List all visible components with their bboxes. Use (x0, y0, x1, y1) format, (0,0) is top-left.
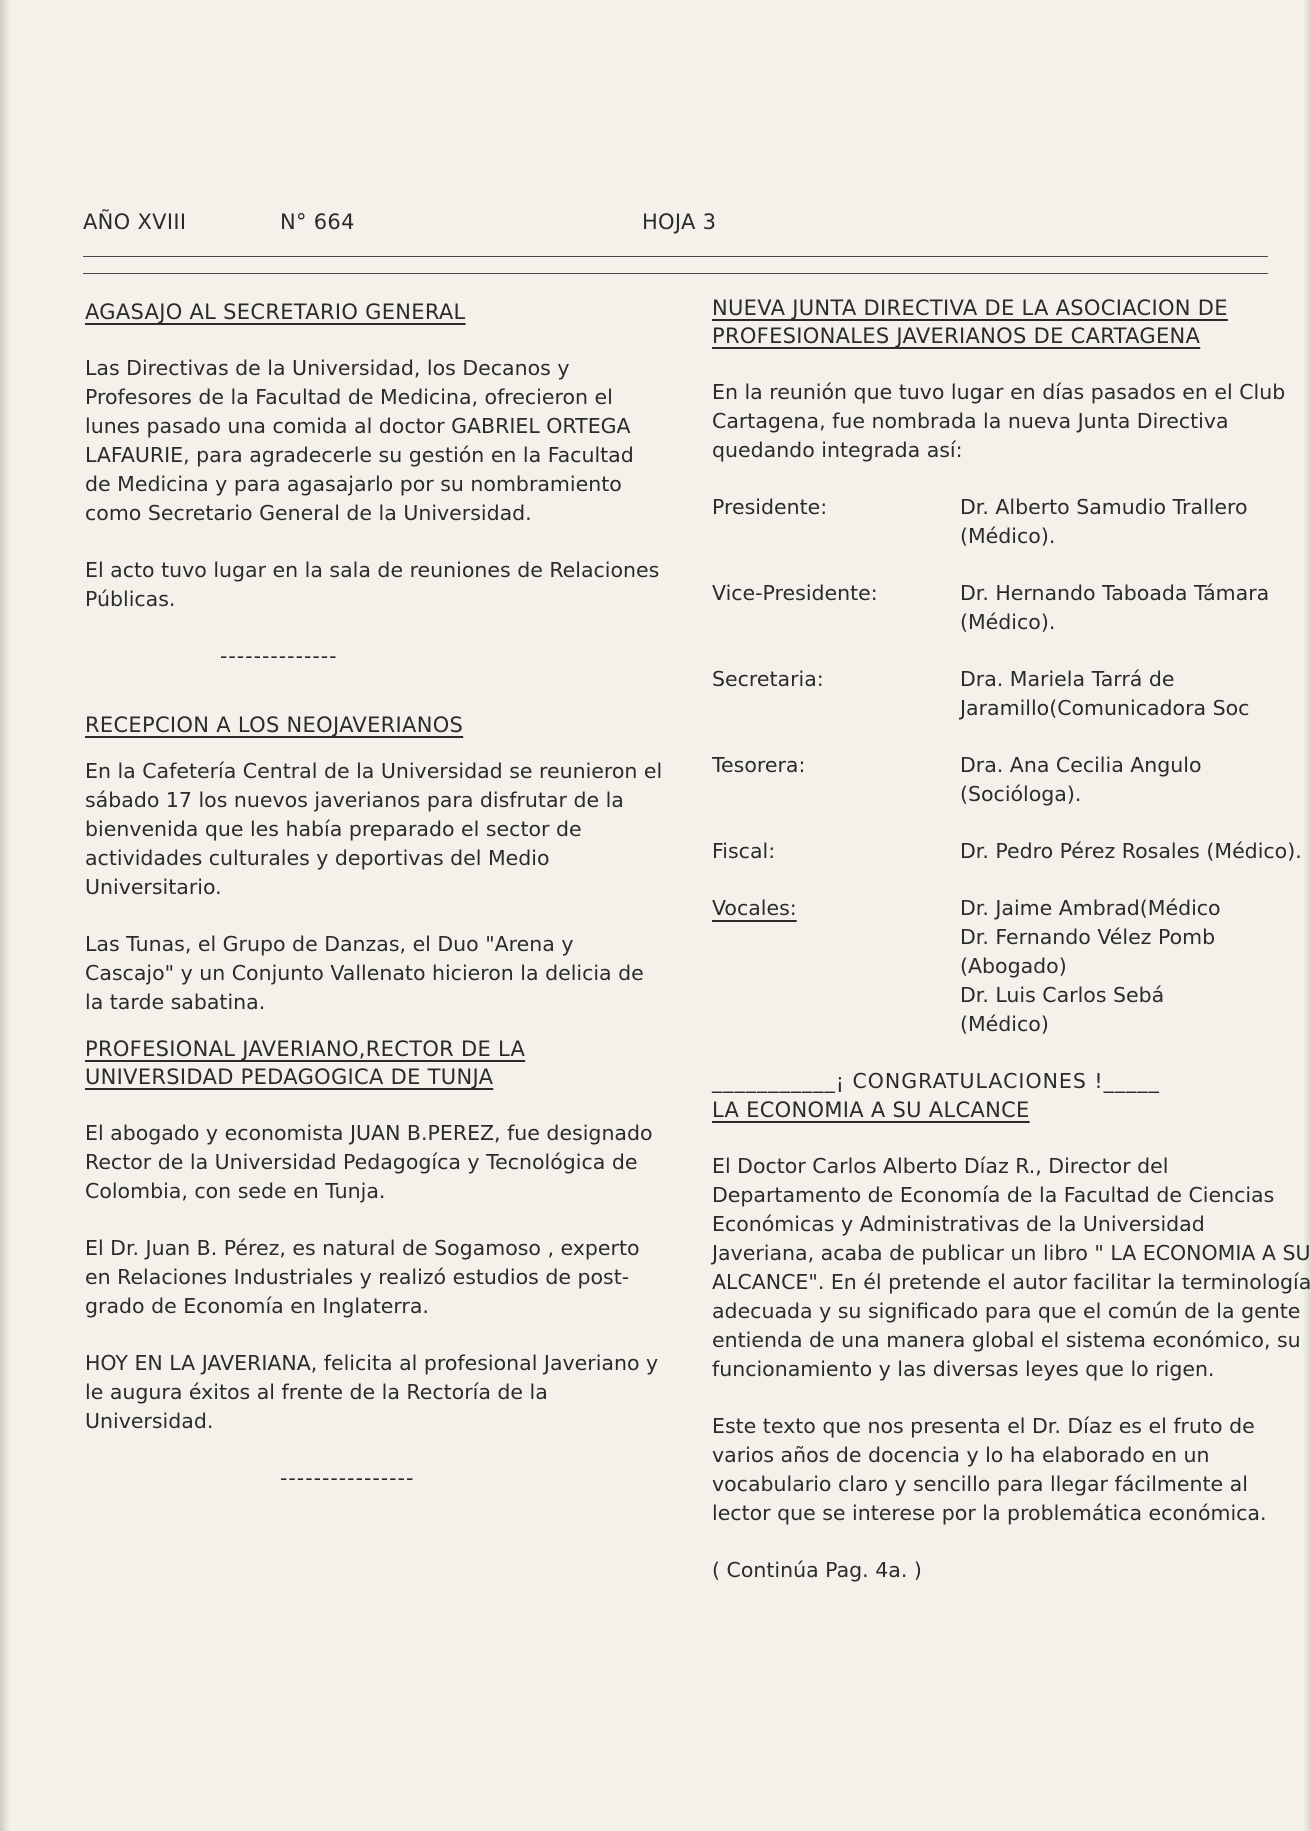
board-row (712, 579, 1311, 637)
article-body-rector-1: El abogado y economista JUAN B.PEREZ, fue designado Rector de la Universidad Pedagogíca y Tecnológica de Colombia, con sede en Tunja. (85, 1121, 653, 1203)
board-row (712, 894, 1311, 1039)
congratulations-line: ___________¡ CONGRATULACIONES !_____ (712, 1069, 1160, 1093)
continued-note: ( Continúa Pag. 4a. ) (712, 1558, 922, 1582)
right-column (712, 294, 1311, 1585)
board-member: Dr. Hernando Taboada Támara (Médico). (960, 581, 1270, 634)
article-title-junta: NUEVA JUNTA DIRECTIVA DE LA ASOCIACION DE PROFESIONALES JAVERIANOS DE CARTAGENA (712, 296, 1228, 348)
board-member: Dr. Alberto Samudio Trallero (Médico). (960, 495, 1248, 548)
article-body-recepcion-2: Las Tunas, el Grupo de Danzas, el Duo "Arena y Cascajo" y un Conjunto Vallenato hicieron la delicia de la tarde sabatina. (85, 932, 644, 1014)
board-member: Dr. Pedro Pérez Rosales (Médico). (960, 839, 1302, 863)
header-rule-bottom (83, 273, 1268, 274)
issue-number: N° 664 (279, 210, 355, 234)
board-list (712, 493, 1311, 1039)
page-header (83, 210, 716, 234)
article-body-agasajo-1: Las Directivas de la Universidad, los Decanos y Profesores de la Facultad de Medicina, ofrecieron el lunes pasado una comida al doctor GABRIEL ORTEGA LAFAURIE, para agradecerle su gestión en la Facultad de Medicina y para agasajarlo por su nombramiento como Secretario General de la Universidad. (85, 356, 634, 525)
board-role: Vocales: (712, 896, 797, 920)
separator-1: -------------- (220, 644, 338, 668)
board-role: Vice-Presidente: (712, 581, 878, 605)
header-rule-top (83, 256, 1268, 257)
article-body-junta-intro: En la reunión que tuvo lugar en días pasados en el Club Cartagena, fue nombrada la nueva Junta Directiva quedando integrada así: (712, 380, 1286, 462)
sheet-number: HOJA 3 (641, 210, 717, 234)
article-title-recepcion: RECEPCION A LOS NEOJAVERIANOS (85, 713, 464, 737)
article-title-rector: PROFESIONAL JAVERIANO,RECTOR DE LA UNIVERSIDAD PEDAGOGICA DE TUNJA (85, 1037, 526, 1089)
issue-year: AÑO XVIII (83, 210, 187, 234)
board-row (712, 837, 1311, 866)
board-member: Dra. Mariela Tarrá de Jaramillo(Comunicadora Soc (960, 667, 1250, 720)
left-column (85, 298, 665, 1493)
article-body-rector-2: El Dr. Juan B. Pérez, es natural de Sogamoso , experto en Relaciones Industriales y realizó estudios de post-grado de Economía en Inglaterra. (85, 1236, 640, 1318)
article-body-rector-3: HOY EN LA JAVERIANA, felicita al profesional Javeriano y le augura éxitos al frente de la Rectoría de la Universidad. (85, 1351, 659, 1433)
board-member: Dra. Ana Cecilia Angulo (Socióloga). (960, 753, 1202, 806)
article-title-agasajo: AGASAJO AL SECRETARIO GENERAL (85, 300, 466, 324)
board-role: Fiscal: (712, 839, 776, 863)
separator-2: ---------------- (280, 1466, 415, 1490)
page-edge-left (0, 0, 10, 1831)
board-role: Presidente: (712, 495, 828, 519)
article-body-recepcion-1: En la Cafetería Central de la Universidad se reunieron el sábado 17 los nuevos javerianos para disfrutar de la bienvenida que les había preparado el sector de actividades culturales y deportivas del Medio Universitario. (85, 759, 663, 899)
article-body-economia-2: Este texto que nos presenta el Dr. Díaz es el fruto de varios años de docencia y lo ha elaborado en un vocabulario claro y sencillo para llegar fácilmente al lector que se interese por la problemática económica. (712, 1414, 1267, 1525)
board-row (712, 751, 1311, 809)
article-body-economia-1: El Doctor Carlos Alberto Díaz R., Director del Departamento de Economía de la Facultad de Ciencias Económicas y Administrativas de la Universidad Javeriana, acaba de publicar un libro " LA ECONOMIA A SU ALCANCE". En él pretende el autor facilitar la terminología adecuada y su significado para que el común de la gente entienda de una manera global el sistema económico, su funcionamiento y las diversas leyes que lo rigen. (712, 1154, 1311, 1381)
board-row (712, 493, 1311, 551)
article-title-economia: LA ECONOMIA A SU ALCANCE (712, 1098, 1030, 1122)
board-role: Tesorera: (712, 753, 806, 777)
board-role: Secretaria: (712, 667, 824, 691)
board-member: Dr. Jaime Ambrad(Médico Dr. Fernando Vélez Pomb (Abogado) Dr. Luis Carlos Sebá (Médico) (960, 896, 1221, 1036)
board-row (712, 665, 1311, 723)
article-body-agasajo-2: El acto tuvo lugar en la sala de reuniones de Relaciones Públicas. (85, 558, 660, 611)
